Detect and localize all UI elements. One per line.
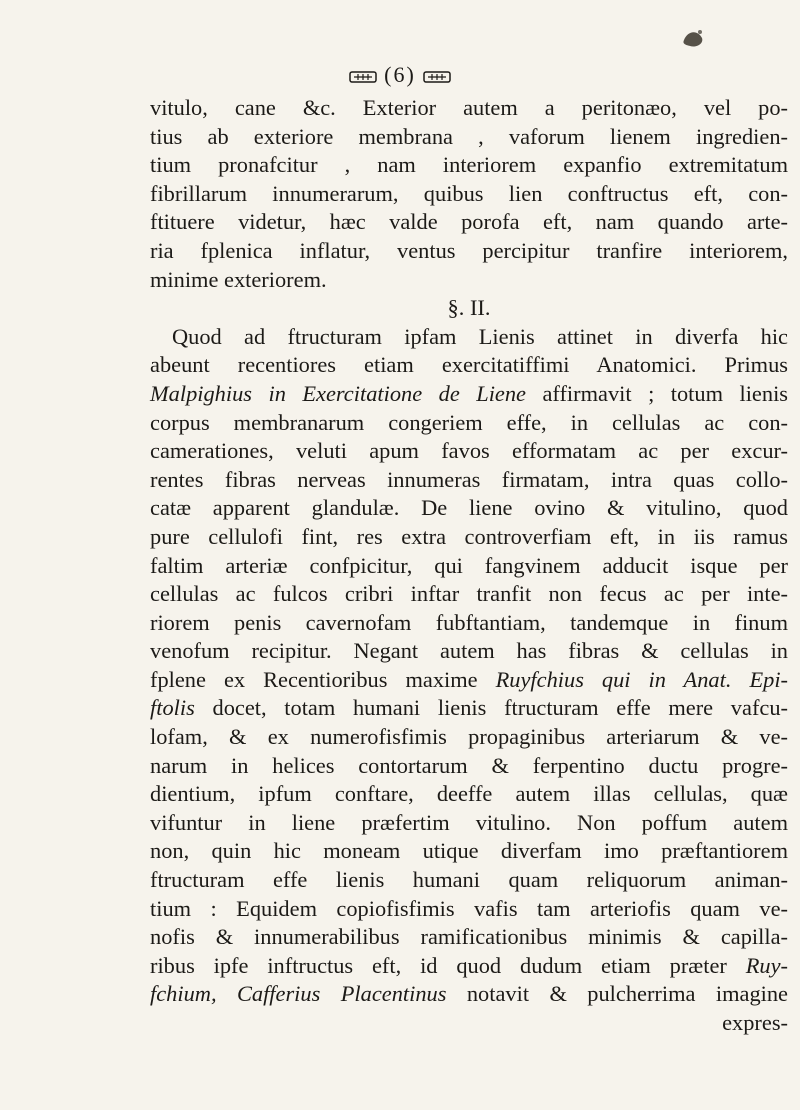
page-header [0, 62, 800, 88]
text-line: tium : Equidem copiofisfimis vafis tam arteriofis quam ve- [150, 895, 788, 921]
text-line: narum in helices contortarum & ferpentino ductu progre- [150, 752, 788, 778]
page-number: (6) [384, 62, 416, 87]
text-line: Malpighius in Exercitatione de Liene affirmavit ; totum lienis [150, 380, 788, 406]
text-line: tium pronafcitur , nam interiorem expanfio extremitatum [150, 152, 788, 178]
text-line: vitulo, cane &c. Exterior autem a peritonæo, vel po- [150, 95, 788, 120]
text-line: nofis & innumerabilibus ramificationibus minimis & capilla- [150, 924, 788, 950]
text-line: lofam, & ex numerofisfimis propaginibus arteriarum & ve- [150, 724, 788, 750]
text-line: fibrillarum innumerarum, quibus lien conftructus eft, con- [150, 180, 788, 206]
text-line: pure cellulofi fint, res extra controverfiam eft, in iis ramus [150, 523, 788, 549]
text-line: ria fplenica inflatur, ventus percipitur tranfire interiorem, [150, 237, 788, 263]
text-line: cellulas ac fulcos cribri inftar tranfit non fecus ac per inte- [150, 581, 788, 607]
ink-blot-mark [680, 28, 706, 50]
text-line: ftructuram effe lienis humani quam reliquorum animan- [150, 867, 788, 893]
text-line: faltim arteriæ confpicitur, qui fangvinem adducit isque per [150, 552, 788, 578]
body-text [150, 94, 788, 1038]
text-line: riorem penis cavernofam fubftantiam, tandemque in finum [150, 609, 788, 635]
text-line: ftolis docet, totam humani lienis ftructuram effe mere vafcu- [150, 695, 788, 721]
text-line: fplene ex Recentioribus maxime Ruyfchius qui in Anat. Epi- [150, 666, 788, 692]
text-line: non, quin hic moneam utique diverfam imo præftantiorem [150, 838, 788, 864]
text-line: dientium, ipfum conftare, deeffe autem illas cellulas, quæ [150, 781, 788, 807]
paragraph-2 [150, 323, 788, 1009]
text-line: corpus membranarum congeriem effe, in cellulas ac con- [150, 409, 788, 435]
paragraph-1 [150, 94, 788, 294]
text-line: minime exteriorem. [150, 266, 327, 292]
text-line: rentes fibras nerveas innumeras firmatam, intra quas collo- [150, 466, 788, 492]
text-line: vifuntur in liene præfertim vitulino. Non poffum autem [150, 809, 788, 835]
text-line: fchium, Cafferius Placentinus notavit & pulcherrima imagine [150, 981, 788, 1007]
text-line: ribus ipfe inftructus eft, id quod dudum etiam præter Ruy- [150, 952, 788, 978]
text-line: catæ apparent glandulæ. De liene ovino & vitulino, quod [150, 495, 788, 521]
text-line: camerationes, veluti apum favos efformatam ac per excur- [150, 438, 788, 464]
text-line: tius ab exteriore membrana , vaforum lienem ingredien- [150, 123, 788, 149]
ornament-right-icon [423, 70, 451, 84]
text-line: abeunt recentiores etiam exercitatiffimi Anatomici. Primus [150, 352, 788, 378]
catchword: expres- [722, 1010, 788, 1035]
text-line: venofum recipitur. Negant autem has fibras & cellulas in [150, 638, 788, 664]
section-heading: §. II. [447, 295, 491, 321]
text-line: ftituere videtur, hæc valde porofa eft, nam quando arte- [150, 209, 788, 235]
text-line: Quod ad ftructuram ipfam Lienis attinet in diverfa hic [172, 323, 788, 349]
ornament-left-icon [349, 70, 377, 84]
